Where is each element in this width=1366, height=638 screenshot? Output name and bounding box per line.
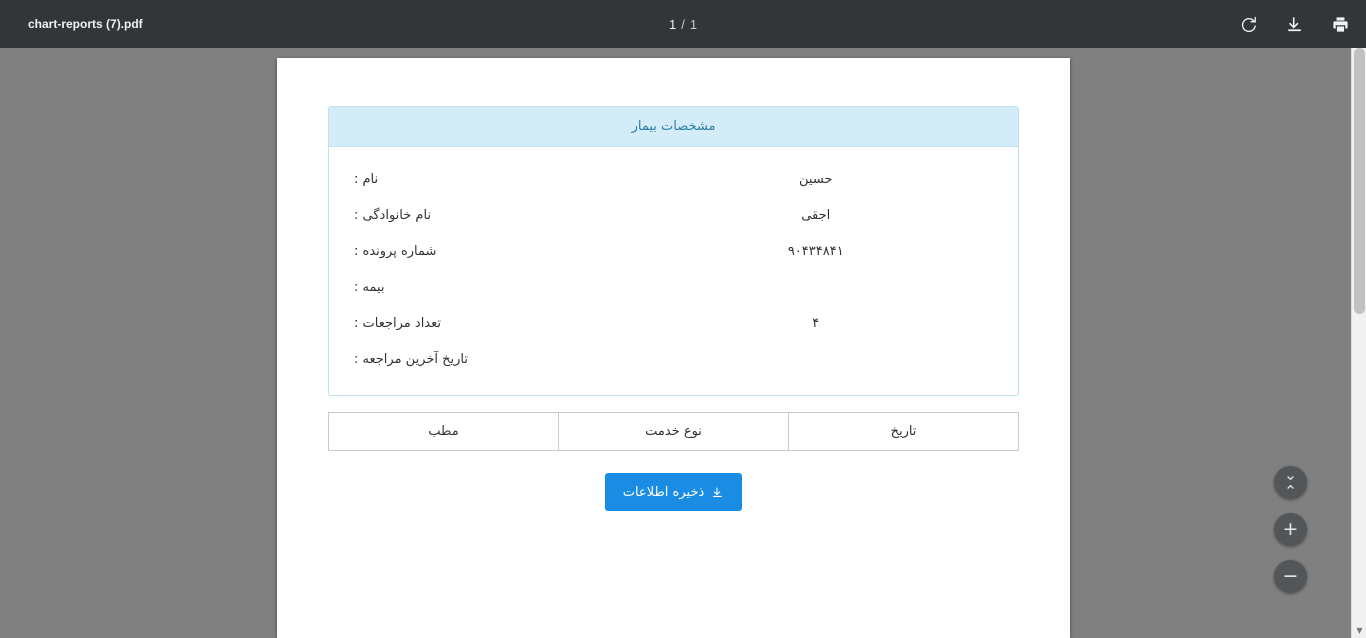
info-value-family: اجقی [801, 207, 831, 223]
info-label-last-visit: تاریخ آخرین مراجعه : [354, 351, 469, 367]
patient-info-title: مشخصات بیمار [329, 107, 1018, 147]
info-row [329, 197, 1018, 233]
info-label-visit-count: تعداد مراجعات : [354, 315, 442, 331]
patient-info-body [329, 147, 1018, 395]
zoom-out-button[interactable]: − [1274, 560, 1307, 593]
document-content [277, 58, 1070, 511]
column-header-date: تاریخ [789, 413, 1019, 451]
rotate-clockwise-icon[interactable] [1238, 14, 1258, 34]
info-row [329, 305, 1018, 341]
save-information-button[interactable] [605, 473, 743, 511]
info-label-name: نام : [354, 171, 379, 187]
file-name-label: chart-reports (7).pdf [28, 17, 143, 31]
save-button-wrap [328, 473, 1019, 511]
download-icon[interactable] [1284, 14, 1304, 34]
page-total-value: 1 [689, 16, 698, 32]
info-label-file-number: شماره پرونده : [354, 243, 437, 259]
column-header-service-type: نوع خدمت [559, 413, 789, 451]
table-header-row [329, 413, 1019, 451]
page-separator: / [681, 16, 685, 32]
vertical-scrollbar[interactable] [1351, 48, 1366, 638]
info-value-file-number: ۹۰۴۳۴۸۴۱ [787, 243, 844, 259]
pdf-page-area [0, 48, 1366, 638]
scrollbar-thumb[interactable] [1354, 48, 1365, 314]
print-icon[interactable] [1330, 14, 1350, 34]
patient-info-card [328, 106, 1019, 396]
scroll-down-icon[interactable]: ▼ [1356, 626, 1363, 635]
zoom-in-button[interactable]: + [1274, 513, 1307, 546]
info-label-family: نام خانوادگی : [354, 207, 432, 223]
visits-table [328, 412, 1019, 451]
download-icon [711, 486, 724, 499]
column-header-clinic: مطب [329, 413, 559, 451]
page-indicator[interactable] [669, 17, 697, 32]
info-row [329, 161, 1018, 197]
info-value-visit-count: ۴ [812, 315, 820, 331]
toolbar-actions [1238, 0, 1350, 48]
pdf-page-1 [277, 58, 1070, 638]
fit-to-page-icon[interactable] [1274, 466, 1307, 499]
page-indicator-wrap [0, 17, 1366, 32]
info-row [329, 269, 1018, 305]
info-value-name: حسین [799, 171, 833, 187]
info-row [329, 233, 1018, 269]
save-button-label: ذخیره اطلاعات [622, 484, 705, 500]
info-row [329, 341, 1018, 377]
zoom-controls [1274, 466, 1307, 593]
info-label-insurance: بیمه : [354, 279, 385, 295]
pdf-toolbar [0, 0, 1366, 48]
page-current-value[interactable]: 1 [668, 16, 677, 32]
